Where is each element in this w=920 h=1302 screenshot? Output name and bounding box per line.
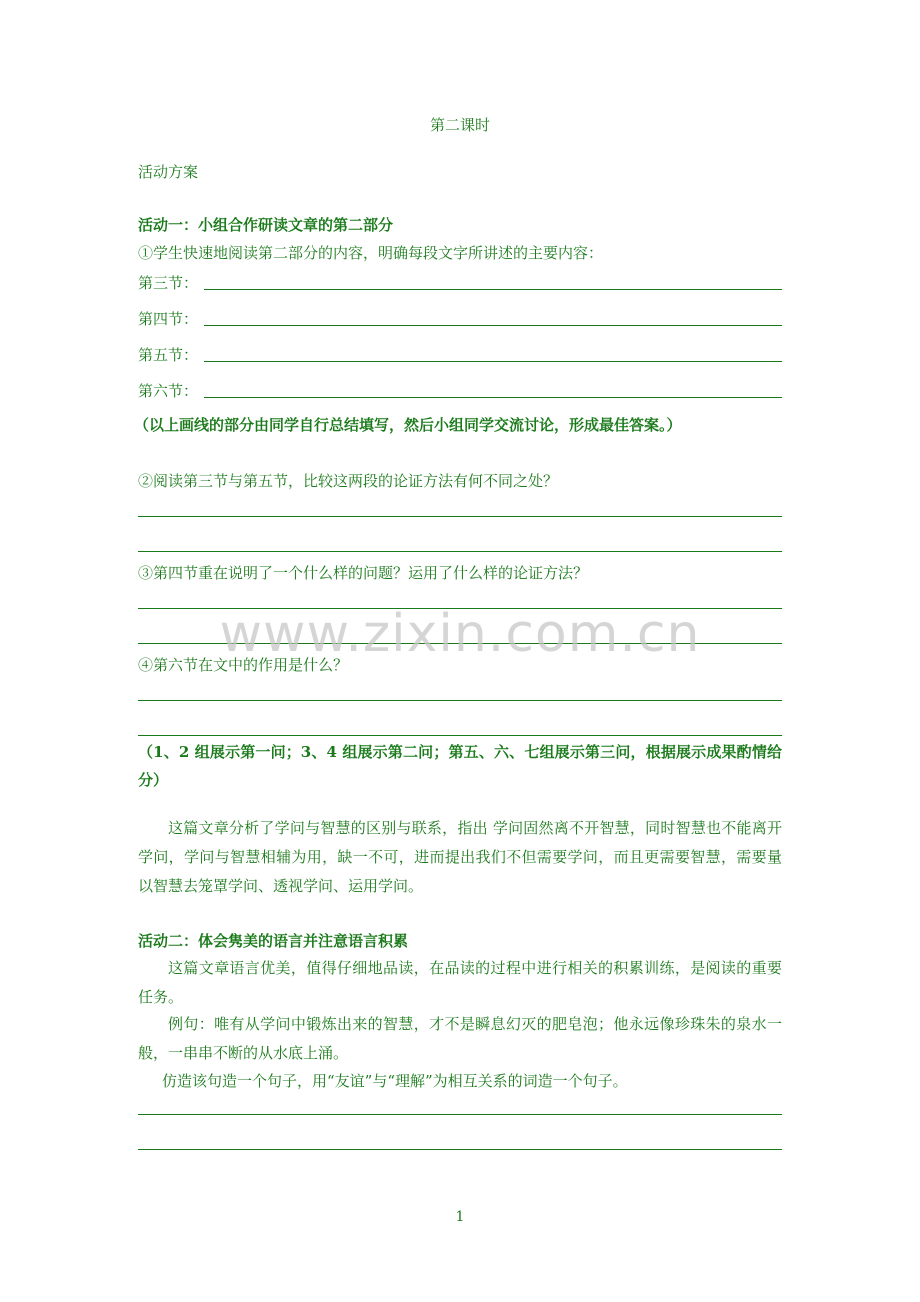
activity1-question4: ④第六节在文中的作用是什么？ xyxy=(138,656,349,674)
answer-line[interactable] xyxy=(138,1114,782,1115)
activity1-question3: ③第四节重在说明了一个什么样的问题？运用了什么样的论证方法？ xyxy=(138,564,589,582)
fill-note: （以上画线的部分由同学自行总结填写，然后小组同学交流讨论，形成最佳答案。） xyxy=(134,416,682,434)
fill-line-3[interactable] xyxy=(204,289,782,290)
fill-label-6: 第六节： xyxy=(138,382,199,400)
activity1-heading: 活动一：小组合作研读文章的第二部分 xyxy=(138,216,394,234)
fill-line-4[interactable] xyxy=(204,325,782,326)
fill-label-5: 第五节： xyxy=(138,346,199,364)
fill-line-5[interactable] xyxy=(204,361,782,362)
fill-label-4: 第四节： xyxy=(138,310,199,328)
fill-line-6[interactable] xyxy=(204,397,782,398)
answer-line[interactable] xyxy=(138,735,782,736)
display-note: （1、2 组展示第一问；3、4 组展示第二问；第五、六、七组展示第三问，根据展示成果酌情给分） xyxy=(138,743,782,789)
page-title: 第二课时 xyxy=(429,116,490,134)
activity1-question1: ①学生快速地阅读第二部分的内容，明确每段文字所讲述的主要内容： xyxy=(138,244,604,262)
watermark: www.zixin.com.cn xyxy=(219,604,701,664)
page-number: 1 xyxy=(455,1209,465,1225)
activity2-intro: 这篇文章语言优美，值得仔细地品读，在品读的过程中进行相关的积累训练，是阅读的重要任务。 xyxy=(138,959,782,1006)
summary-paragraph: 这篇文章分析了学问与智慧的区别与联系，指出 学问固然离不开智慧，同时智慧也不能离开学问，学问与智慧相辅为用，缺一不可，进而提出我们不但需要学问，而且更需要智慧，需要量以智慧去笼罩学问、透视学问、运用学问。 xyxy=(138,819,782,895)
answer-line[interactable] xyxy=(138,700,782,701)
answer-line[interactable] xyxy=(138,516,782,517)
answer-line[interactable] xyxy=(138,551,782,552)
activity2-task: 仿造该句造一个句子，用“友谊”与“理解”为相互关系的词造一个句子。 xyxy=(162,1072,628,1090)
activity2-example: 例句：唯有从学问中锻炼出来的智慧，才不是瞬息幻灭的肥皂泡；他永远像珍珠朱的泉水一般，一串串不断的从水底上涌。 xyxy=(138,1015,782,1062)
activity2-heading: 活动二：体会隽美的语言并注意语言积累 xyxy=(138,932,409,950)
section-label: 活动方案 xyxy=(138,163,199,181)
fill-label-3: 第三节： xyxy=(138,274,199,292)
activity1-question2: ②阅读第三节与第五节，比较这两段的论证方法有何不同之处？ xyxy=(138,472,559,490)
answer-line[interactable] xyxy=(138,1149,782,1150)
